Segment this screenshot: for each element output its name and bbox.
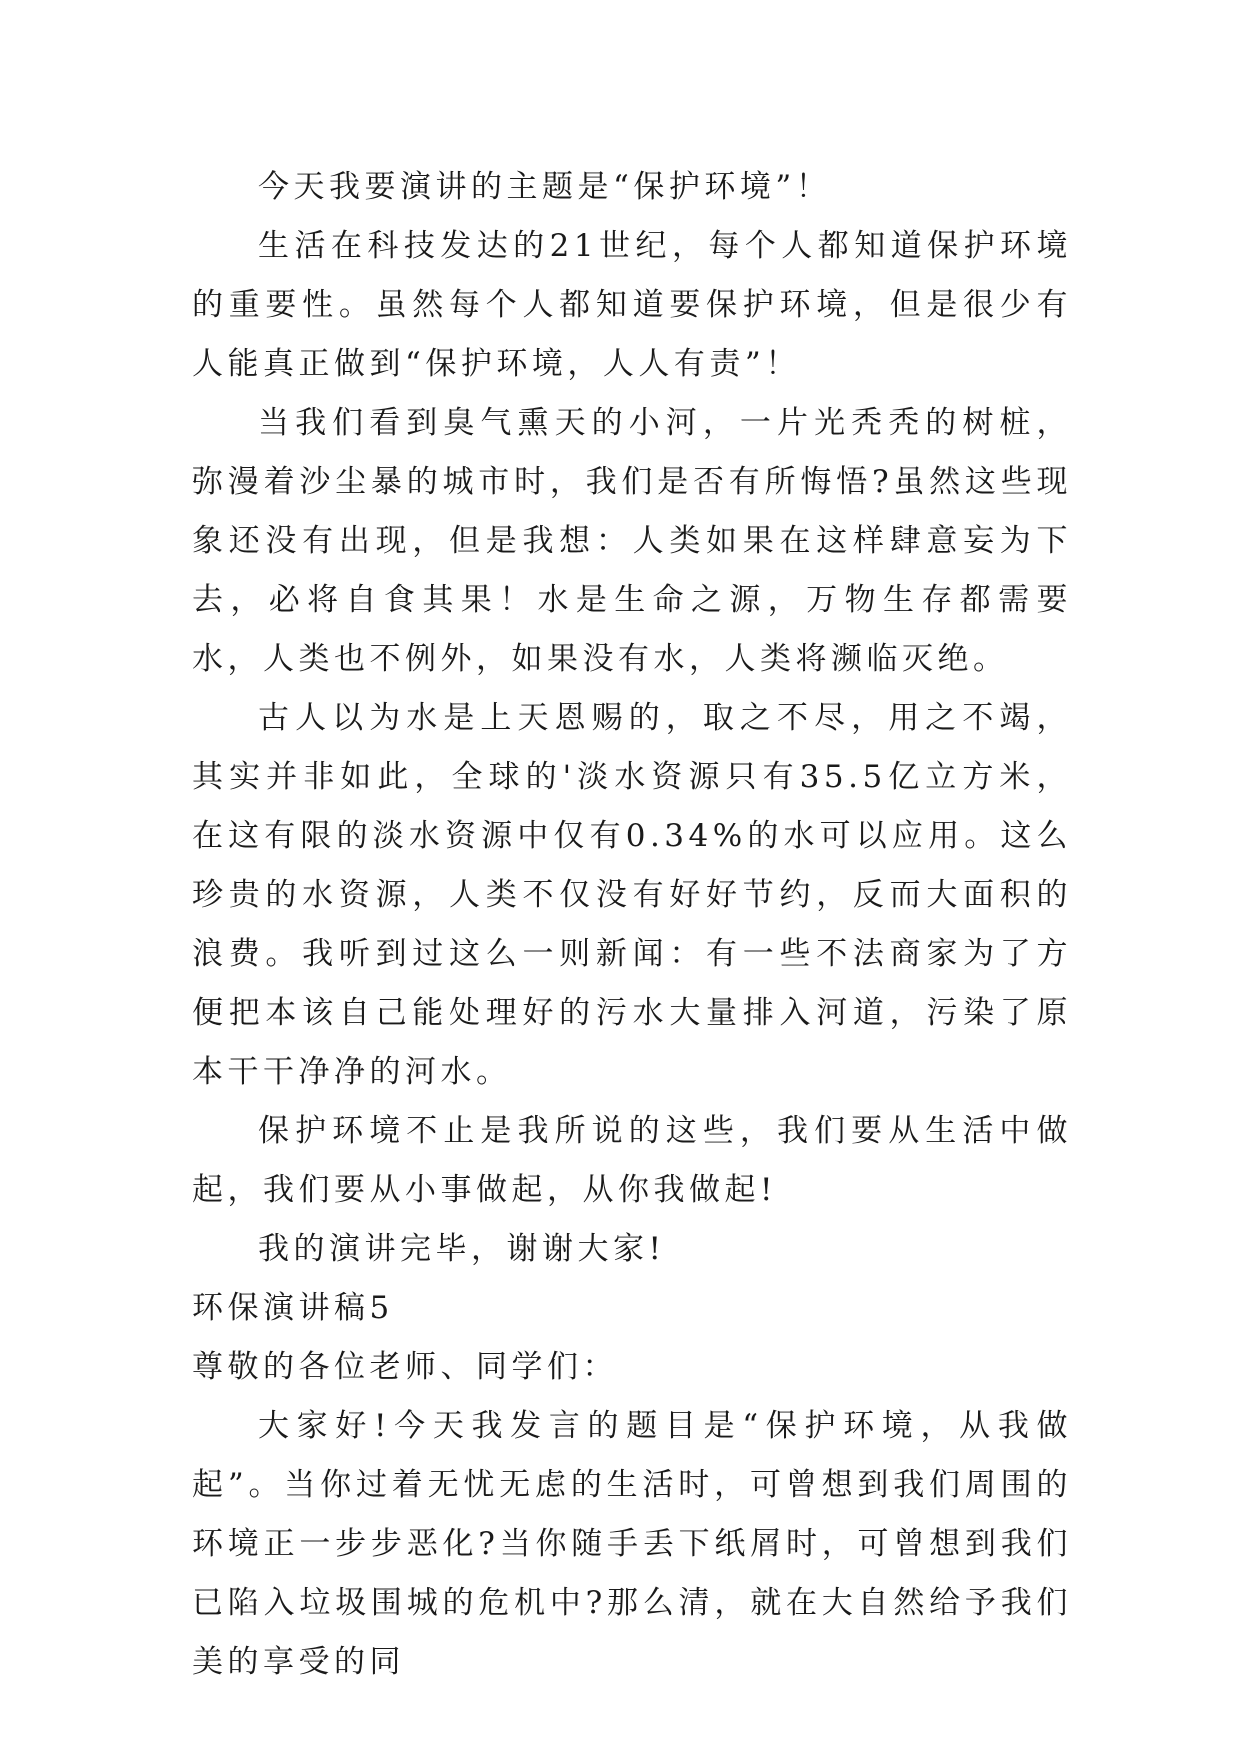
paragraph-start-from-life: 保护环境不止是我所说的这些，我们要从生活中做起，我们要从小事做起，从你我做起! bbox=[192, 1113, 1072, 1208]
paragraph-closing-thanks: 我的演讲完毕，谢谢大家! bbox=[258, 1231, 666, 1267]
paragraph-importance: 生活在科技发达的21世纪，每个人都知道保护环境的重要性。虽然每个人都知道要保护环境，但是很少有人能真正做到“保护环境，人人有责”！ bbox=[192, 228, 1072, 382]
paragraph-water-resources: 古人以为水是上天恩赐的，取之不尽，用之不竭，其实并非如此，全球的'淡水资源只有35.5亿立方米，在这有限的淡水资源中仅有0.34%的水可以应用。这么珍贵的水资源，人类不仅没有好好节约，反而大面积的浪费。我听到过这么一则新闻：有一些不法商家为了方便把本该自己能处理好的污水大量排入河道，污染了原本干干净净的河水。 bbox=[192, 700, 1072, 1090]
paragraph-speech-topic: 今天我要演讲的主题是“保护环境”！ bbox=[258, 169, 832, 205]
paragraph-speech-five-opening: 大家好!今天我发言的题目是“保护环境，从我做起”。当你过着无忧无虑的生活时，可曾想到我们周围的环境正一步步恶化?当你随手丢下纸屑时，可曾想到我们已陷入垃圾围城的危机中?那么清，就在大自然给予我们美的享受的同 bbox=[192, 1408, 1072, 1680]
paragraph-polluted-scenes: 当我们看到臭气熏天的小河，一片光秃秃的树桩，弥漫着沙尘暴的城市时，我们是否有所悔悟?虽然这些现象还没有出现，但是我想：人类如果在这样肆意妄为下去，必将自食其果！水是生命之源，万物生存都需要水，人类也不例外，如果没有水，人类将濒临灭绝。 bbox=[192, 405, 1072, 677]
document-body bbox=[192, 158, 1072, 1692]
salutation: 尊敬的各位老师、同学们： bbox=[192, 1349, 618, 1385]
section-heading: 环保演讲稿5 bbox=[192, 1290, 394, 1326]
